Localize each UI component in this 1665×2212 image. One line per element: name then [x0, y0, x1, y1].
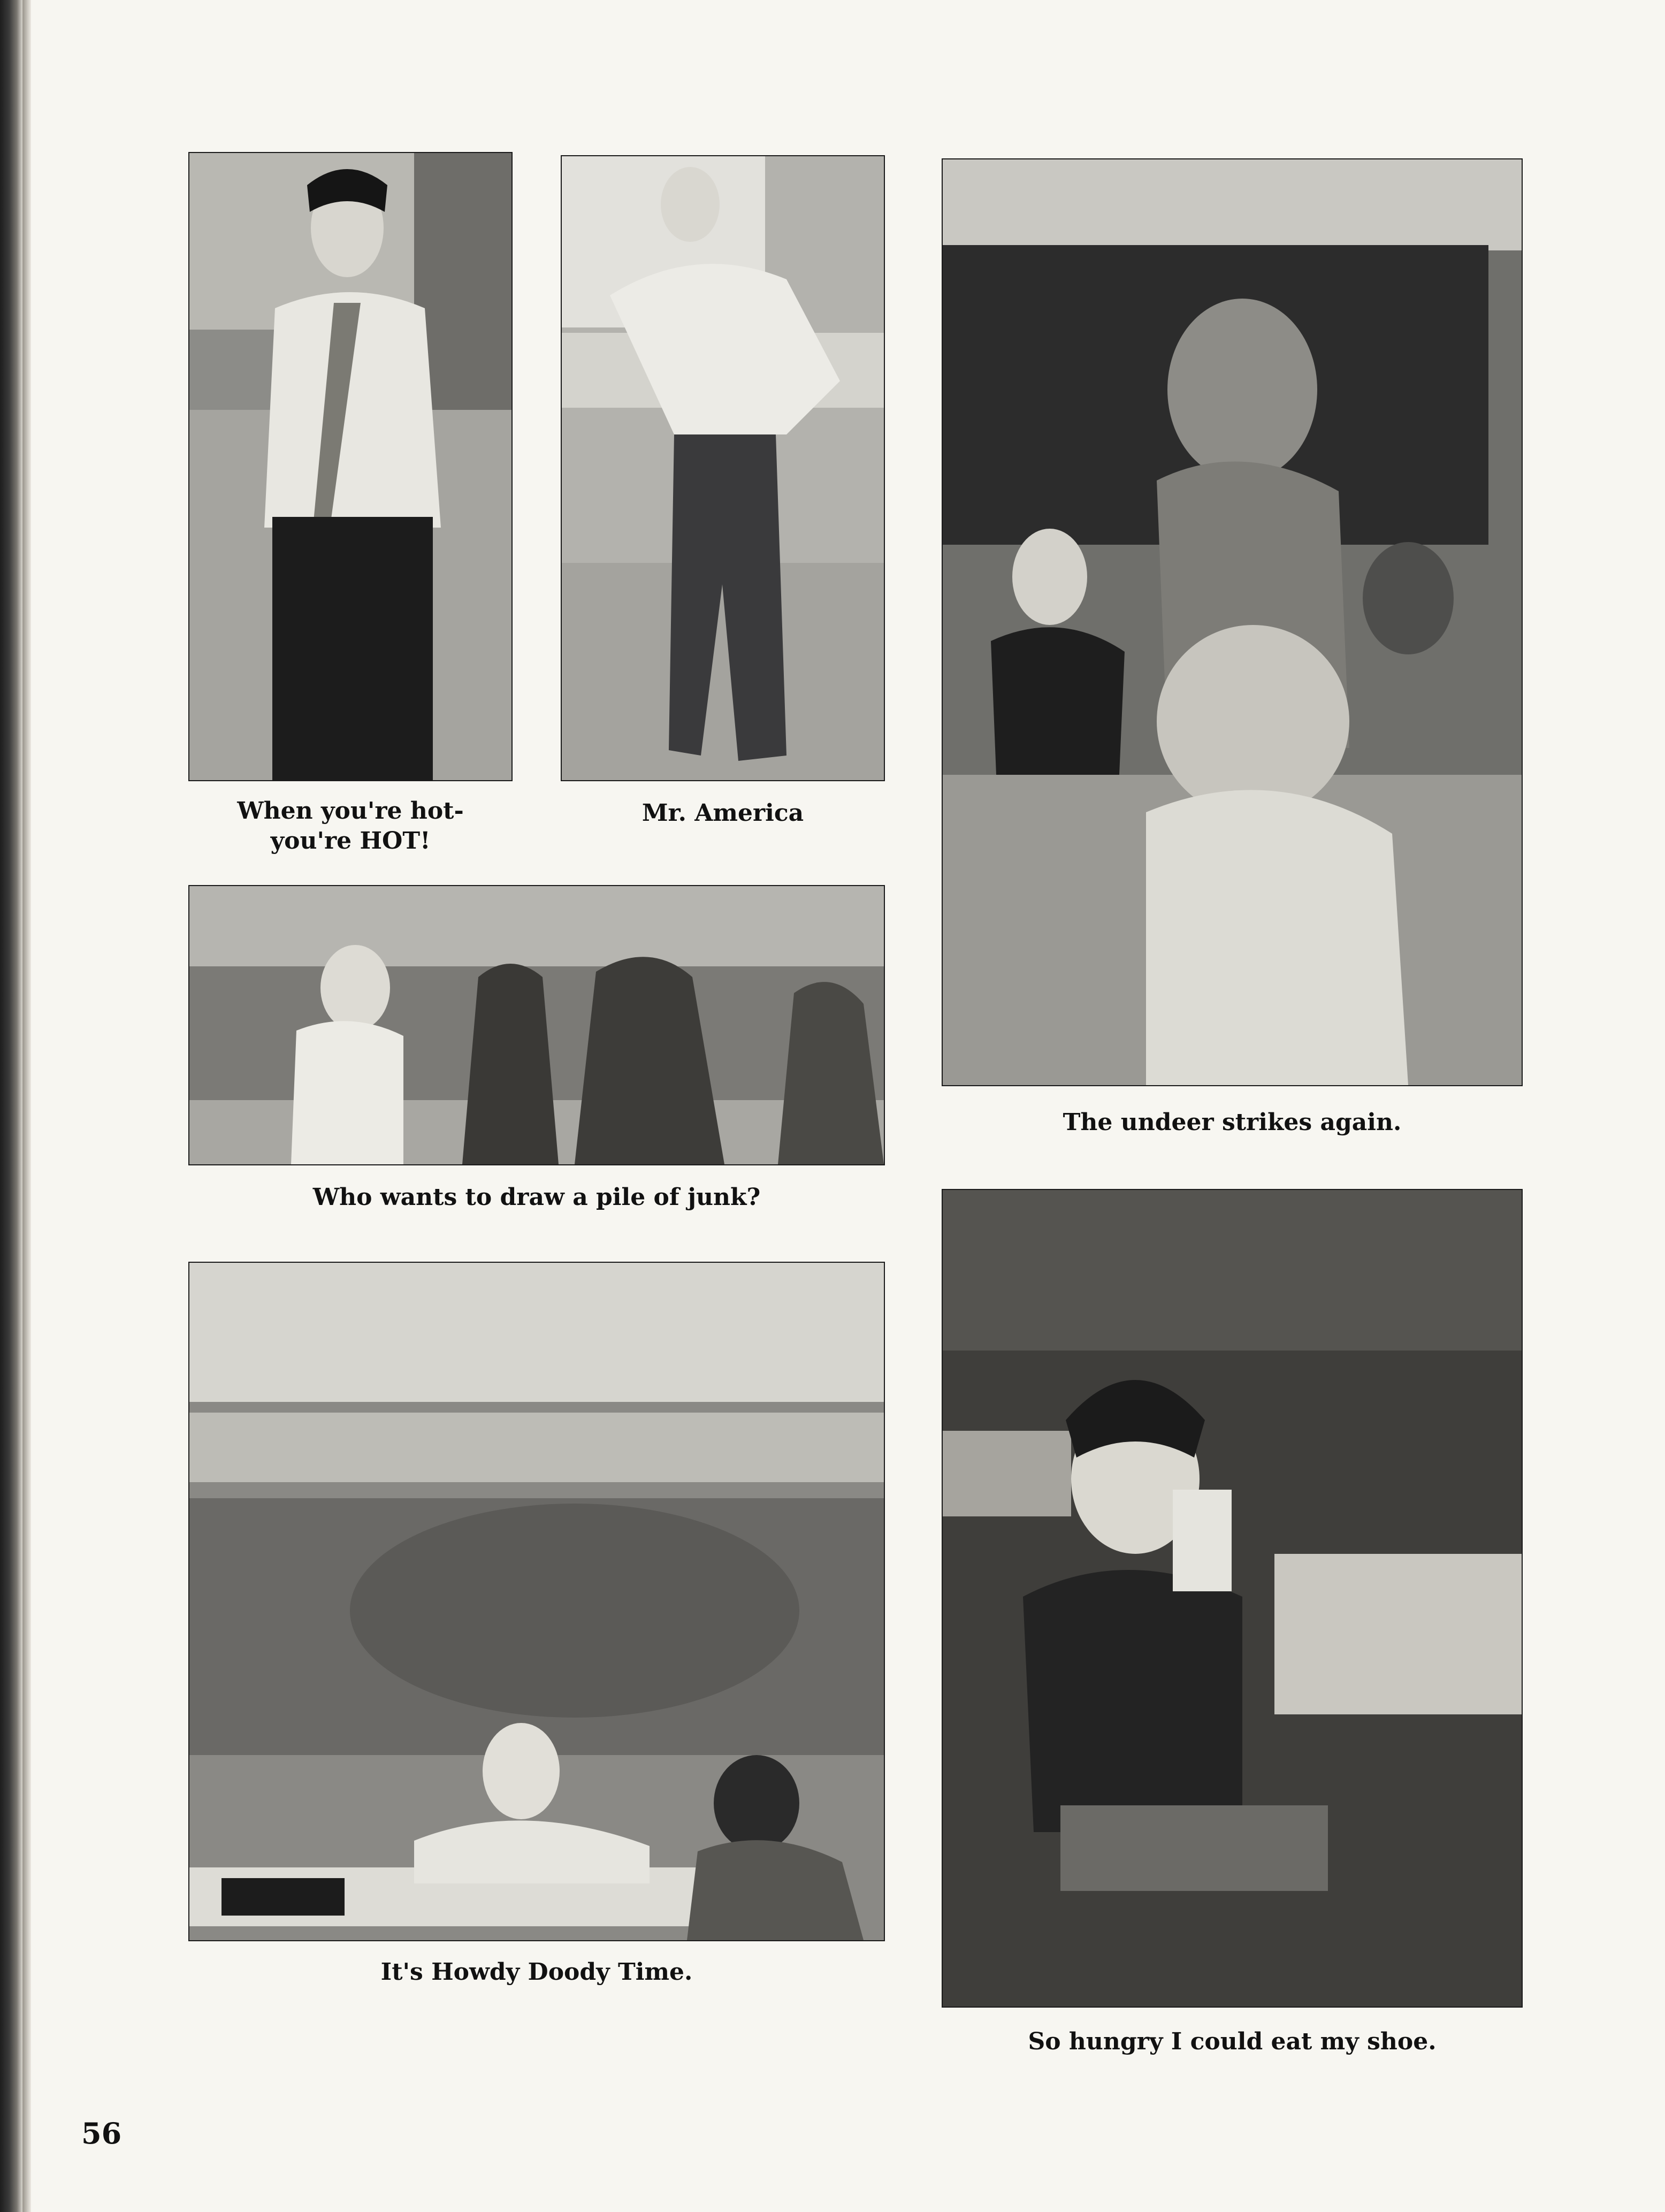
- book-binding: [0, 0, 22, 2212]
- caption-eat-my-shoe: So hungry I could eat my shoe.: [1028, 2028, 1437, 2055]
- caption-howdy-doody: It's Howdy Doody Time.: [380, 1958, 693, 1986]
- page-edge: [22, 0, 31, 2212]
- caption-pile-of-junk: Who wants to draw a pile of junk?: [312, 1184, 761, 1211]
- photo-eat-my-shoe: [943, 1190, 1522, 2007]
- caption-line-2: you're HOT!: [270, 827, 431, 855]
- photo-mr-america: [562, 156, 884, 780]
- photo-pile-of-junk: [189, 886, 884, 1164]
- caption-line-1: When you're hot-: [237, 797, 464, 825]
- photo-howdy-doody: [189, 1263, 884, 1940]
- page-number: 56: [81, 2116, 122, 2150]
- caption-undeer: The undeer strikes again.: [1063, 1109, 1402, 1136]
- photo-undeer: [943, 159, 1522, 1085]
- caption-mr-america: Mr. America: [641, 799, 804, 827]
- photo-when-youre-hot: [189, 153, 511, 780]
- caption-when-youre-hot: [189, 796, 511, 856]
